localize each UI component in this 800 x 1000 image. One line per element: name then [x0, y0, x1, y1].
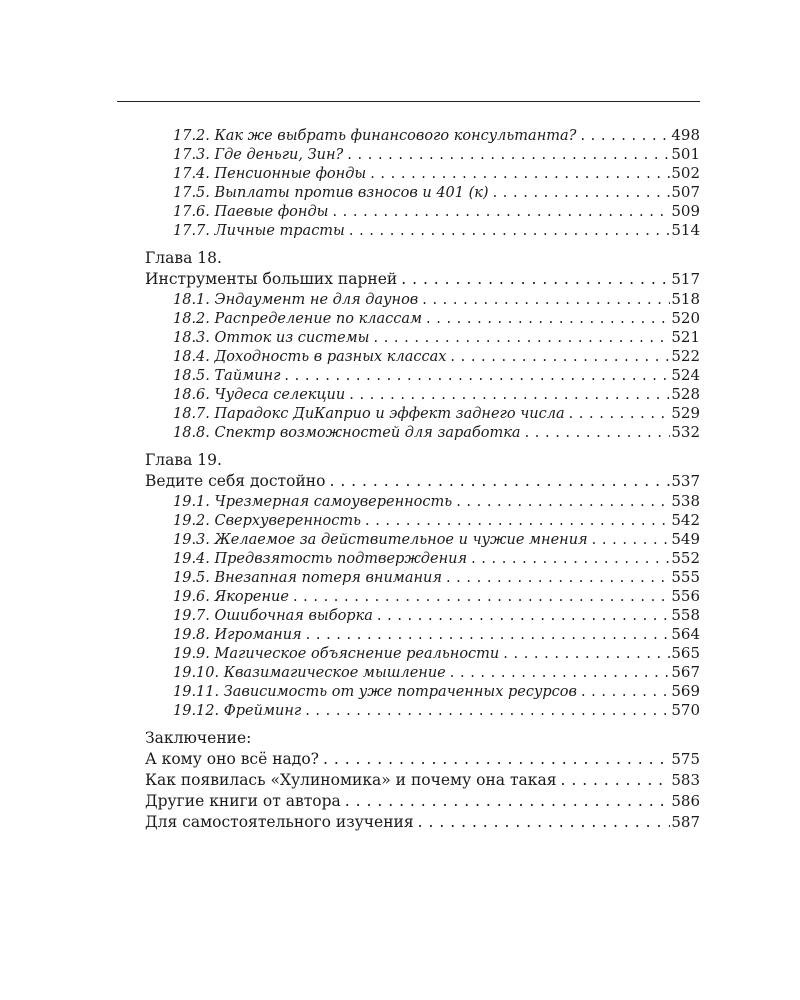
toc-subsection-entry [145, 663, 700, 682]
toc-subsection-entry [145, 701, 700, 720]
dot-leader [446, 348, 670, 367]
entry-title: 19.6. Якорение [173, 589, 289, 605]
entry-title: 18.6. Чудеса селекции [173, 387, 346, 403]
dot-leader [366, 165, 670, 184]
entry-title: 17.4. Пенсионные фонды [173, 166, 367, 182]
dot-leader [414, 812, 670, 833]
dot-leader [373, 607, 670, 626]
dot-leader [489, 184, 670, 203]
toc-subsection-entry [145, 202, 700, 221]
toc-subsection-entry [145, 366, 700, 385]
page-number: 532 [671, 423, 700, 441]
page-number: 502 [671, 164, 700, 182]
toc-subsection-entry [145, 625, 700, 644]
toc-subsection-entry [145, 682, 700, 701]
toc-subsection-entry [145, 221, 700, 240]
dot-leader [422, 310, 670, 329]
dot-leader [588, 531, 670, 550]
dot-leader [301, 702, 670, 721]
dot-leader [499, 645, 670, 664]
chapter-label: Заключение: [145, 729, 252, 747]
toc-subsection-entry [145, 644, 700, 663]
entry-title: 18.5. Тайминг [173, 368, 281, 384]
dot-leader [325, 471, 670, 492]
page-number: 549 [671, 530, 700, 548]
chapter-label: Глава 18. [145, 249, 222, 267]
entry-title: 18.3. Отток из системы [173, 330, 370, 346]
toc-chapter-entry [145, 269, 700, 290]
page-number: 552 [671, 549, 700, 567]
entry-title: 19.3. Желаемое за действительное и чужие мнения [173, 532, 588, 548]
page-number: 555 [671, 568, 700, 586]
page-number: 570 [671, 701, 700, 719]
entry-title: 17.3. Где деньги, Зин? [173, 147, 344, 163]
dot-leader [343, 146, 670, 165]
dot-leader [446, 664, 670, 683]
toc-subsection-entry [145, 347, 700, 366]
entry-title: 19.2. Сверхуверенность [173, 513, 361, 529]
dot-leader [328, 203, 670, 222]
toc-subsection-entry [145, 549, 700, 568]
page-number: 498 [671, 126, 700, 144]
page-number: 587 [671, 813, 700, 831]
page-number: 522 [671, 347, 700, 365]
toc-subsection-entry [145, 587, 700, 606]
page-number: 556 [671, 587, 700, 605]
table-of-contents [145, 126, 700, 833]
toc-subsection-entry [145, 606, 700, 625]
page-number: 583 [671, 771, 700, 789]
dot-leader [289, 588, 670, 607]
toc-subsection-entry [145, 164, 700, 183]
dot-leader [341, 791, 670, 812]
entry-title: 19.4. Предвзятость подтверждения [173, 551, 468, 567]
toc-subsection-entry [145, 309, 700, 328]
entry-title: 19.10. Квазимагическое мышление [173, 665, 446, 681]
page-number: 524 [671, 366, 700, 384]
entry-title: 17.7. Личные трасты [173, 223, 345, 239]
page-number: 565 [671, 644, 700, 662]
entry-title: 19.8. Игромания [173, 627, 302, 643]
toc-subsection-entry [145, 385, 700, 404]
dot-leader [345, 386, 670, 405]
page-number: 521 [671, 328, 700, 346]
page-number: 501 [671, 145, 700, 163]
chapter-label: Глава 19. [145, 451, 222, 469]
page-number: 564 [671, 625, 700, 643]
page-number: 575 [671, 750, 700, 768]
entry-title: 18.1. Эндаумент не для даунов [173, 292, 419, 308]
entry-title: Как появилась «Хулиномика» и почему она такая [145, 771, 557, 789]
page-number: 507 [671, 183, 700, 201]
toc-subsection-entry [145, 511, 700, 530]
page-number: 528 [671, 385, 700, 403]
entry-title: 19.9. Магическое объяснение реальности [173, 646, 500, 662]
toc-subsection-entry [145, 290, 700, 309]
page-number: 509 [671, 202, 700, 220]
toc-chapter-entry [145, 791, 700, 812]
entry-title: 17.5. Выплаты против взносов и 401 (к) [173, 185, 489, 201]
dot-leader [565, 405, 670, 424]
entry-title: 17.2. Как же выбрать финансового консультанта? [173, 128, 577, 144]
dot-leader [442, 569, 670, 588]
entry-title: 19.5. Внезапная потеря внимания [173, 570, 442, 586]
page-number: 537 [671, 472, 700, 490]
dot-leader [576, 127, 670, 146]
toc-subsection-entry [145, 530, 700, 549]
entry-title: 17.6. Паевые фонды [173, 204, 329, 220]
toc-chapter-entry [145, 471, 700, 492]
page-number: 538 [671, 492, 700, 510]
entry-title: 19.12. Фрейминг [173, 703, 302, 719]
entry-title: 18.8. Спектр возможностей для заработка [173, 425, 521, 441]
page-number: 518 [671, 290, 700, 308]
entry-title: 18.4. Доходность в разных классах [173, 349, 447, 365]
toc-subsection-entry [145, 423, 700, 442]
dot-leader [577, 683, 670, 702]
entry-title: 18.2. Распределение по классам [173, 311, 423, 327]
page-number: 542 [671, 511, 700, 529]
toc-subsection-entry [145, 126, 700, 145]
page-number: 586 [671, 792, 700, 810]
entry-title: 19.1. Чрезмерная самоуверенность [173, 494, 453, 510]
entry-title: А кому оно всё надо? [145, 750, 319, 768]
toc-subsection-entry [145, 492, 700, 511]
page-number: 529 [671, 404, 700, 422]
dot-leader [280, 367, 670, 386]
dot-leader [319, 749, 670, 770]
dot-leader [361, 512, 670, 531]
toc-subsection-entry [145, 328, 700, 347]
header-rule [117, 101, 700, 102]
entry-title: Другие книги от автора [145, 792, 341, 810]
toc-subsection-entry [145, 145, 700, 164]
toc-chapter-entry [145, 812, 700, 833]
dot-leader [452, 493, 670, 512]
dot-leader [556, 770, 670, 791]
page-number: 569 [671, 682, 700, 700]
dot-leader [345, 222, 670, 241]
dot-leader [521, 424, 670, 443]
toc-subsection-entry [145, 568, 700, 587]
entry-title: 19.7. Ошибочная выборка [173, 608, 373, 624]
dot-leader [467, 550, 670, 569]
dot-leader [397, 269, 670, 290]
dot-leader [370, 329, 671, 348]
entry-title: Инструменты больших парней [145, 270, 398, 288]
dot-leader [302, 626, 670, 645]
dot-leader [418, 291, 670, 310]
page-number: 520 [671, 309, 700, 327]
toc-chapter-entry [145, 749, 700, 770]
toc-subsection-entry [145, 183, 700, 202]
entry-title: Для самостоятельного изучения [145, 813, 414, 831]
entry-title: 18.7. Парадокс ДиКаприо и эффект заднего числа [173, 406, 565, 422]
entry-title: Ведите себя достойно [145, 472, 326, 490]
page-number: 558 [671, 606, 700, 624]
toc-chapter-entry [145, 770, 700, 791]
toc-subsection-entry [145, 404, 700, 423]
entry-title: 19.11. Зависимость от уже потраченных ресурсов [173, 684, 577, 700]
page-number: 567 [671, 663, 700, 681]
page-number: 514 [671, 221, 700, 239]
page-number: 517 [671, 270, 700, 288]
